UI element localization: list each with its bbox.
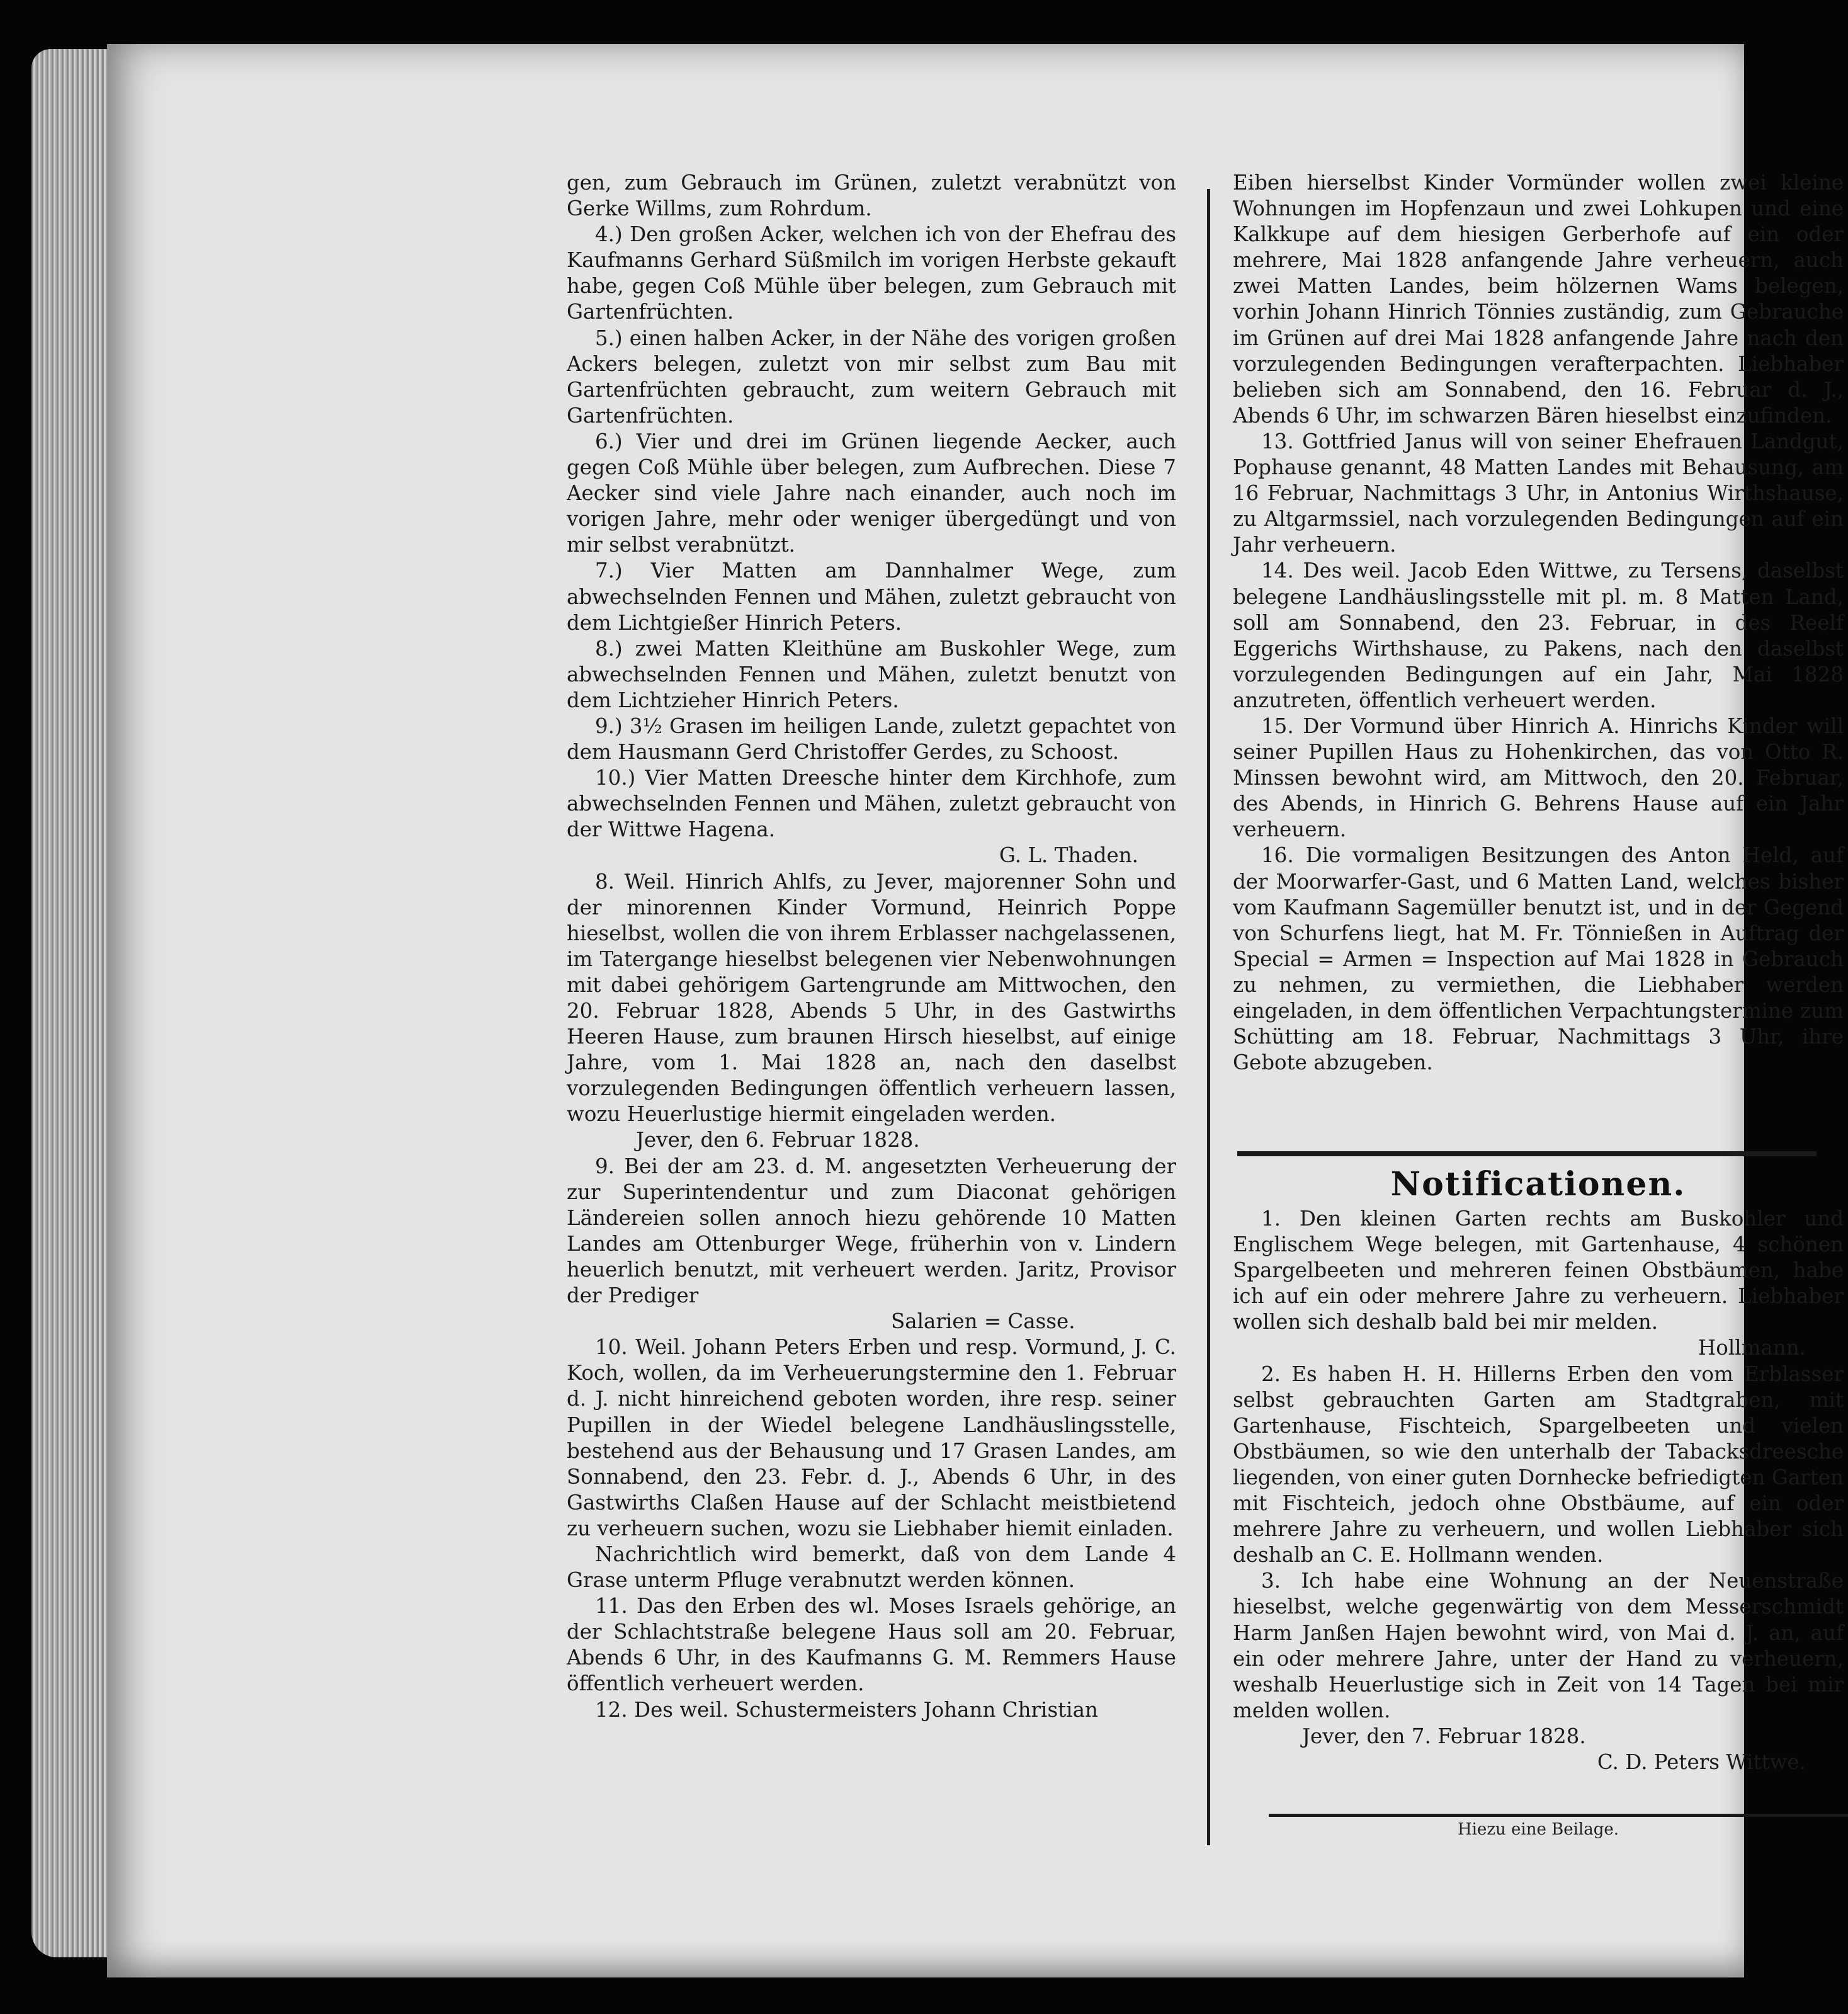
column-divider: [1207, 189, 1210, 1845]
supplement-note: Hiezu eine Beilage.: [1457, 1820, 1619, 1839]
notice-paragraph: Nachrichtlich wird bemerkt, daß von dem Lande 4 Grase unterm Pfluge verabnutzt werden können.: [567, 1542, 1176, 1593]
notice-paragraph: 9.) 3½ Grasen im heiligen Lande, zuletzt gepachtet von dem Hausmann Gerd Christoffer Gerdes, zu Schoost.: [567, 714, 1176, 765]
notice-paragraph: 6.) Vier und drei im Grünen liegende Aecker, auch gegen Coß Mühle über belegen, zum Aufbrechen. Diese 7 Aecker sind viele Jahre nach einander, auch noch im vorigen Jahre, mehr oder weniger übergedüngt und von mir selbst verabnützt.: [567, 429, 1176, 557]
notice-paragraph: 2. Es haben H. H. Hillerns Erben den vom Erblasser selbst gebrauchten Garten am Stadtgraben, mit Gartenhause, Fischteich, Spargelbeeten und vielen Obstbäumen, so wie den unterhalb der Tabacksdreesche liegenden, von einer guten Dornhecke befriedigten Garten mit Fischteich, jedoch ohne Obstbäume, auf ein oder mehrere Jahre zu verheuern, und wollen Liebhaber sich deshalb an C. E. Hollmann wenden.: [1233, 1362, 1844, 1567]
notice-paragraph: 10. Weil. Johann Peters Erben und resp. Vormund, J. C. Koch, wollen, da im Verheuerungstermine den 1. Februar d. J. nicht hinreichend geboten worden, ihre resp. seiner Pupillen in der Wiedel belegene Landhäuslingsstelle, bestehend aus der Behausung und 17 Grasen Landes, am Sonnabend, den 23. Febr. d. J., Abends 6 Uhr, in des Gastwirths Claßen Hause auf der Schlacht meistbietend zu verheuern suchen, wozu sie Liebhaber hiemit einladen.: [567, 1335, 1176, 1540]
notice-paragraph: 8. Weil. Hinrich Ahlfs, zu Jever, majorenner Sohn und der minorennen Kinder Vormund, Heinrich Poppe hieselbst, wollen die von ihrem Erblasser nachgelassenen, im Tatergange hieselbst belegenen vier Nebenwohnungen mit dabei gehörigem Gartengrunde am Mittwochen, den 20. Februar 1828, Abends 5 Uhr, in des Gastwirths Heeren Hause, zum braunen Hirsch hieselbst, auf einige Jahre, vom 1. Mai 1828 an, nach den daselbst vorzulegenden Bedingungen öffentlich verheuern lassen, wozu Heuerlustige hiermit eingeladen werden.: [567, 869, 1176, 1127]
book-page-edges: [31, 49, 120, 1957]
notice-signature: G. L. Thaden.: [999, 843, 1138, 868]
notice-paragraph: 12. Des weil. Schustermeisters Johann Christian: [595, 1697, 1098, 1722]
notice-paragraph: 4.) Den großen Acker, welchen ich von der Ehefrau des Kaufmanns Gerhard Süßmilch im vorigen Herbste gekauft habe, gegen Coß Mühle über belegen, zum Gebrauch mit Gartenfrüchten.: [567, 222, 1176, 324]
notice-signature: Salarien = Casse.: [891, 1309, 1075, 1334]
newspaper-page: [107, 44, 1844, 1977]
notice-paragraph: Eiben hierselbst Kinder Vormünder wollen zwei kleine Wohnungen im Hopfenzaun und zwei Lohkupen und eine Kalkkupe auf dem hiesigen Gerberhofe auf ein oder mehrere, Mai 1828 anfangende Jahre verheuern, auch zwei Matten Landes, beim hölzernen Wams belegen, vorhin Johann Hinrich Tönnies zuständig, zum Gebrauche im Grünen auf drei Mai 1828 anfangende Jahre nach den vorzulegenden Bedingungen verafterpachten. Liebhaber belieben sich am Sonnabend, den 16. Februar d. J., Abends 6 Uhr, im schwarzen Bären hieselbst einzufinden.: [1233, 171, 1844, 428]
notice-paragraph: 14. Des weil. Jacob Eden Wittwe, zu Tersens, daselbst belegene Landhäuslingsstelle mit pl. m. 8 Matten Land, soll am Sonnabend, den 23. Februar, in des Reelf Eggerichs Wirthshause, zu Pakens, nach den daselbst vorzulegenden Bedingungen auf ein Jahr, Mai 1828 anzutreten, öffentlich verheuert werden.: [1233, 559, 1844, 712]
right-column-top: [1233, 170, 1844, 1076]
section-rule: [1237, 1151, 1817, 1156]
notice-signature: Hollmann.: [1698, 1336, 1806, 1360]
notice-paragraph: 15. Der Vormund über Hinrich A. Hinrichs Kinder will seiner Pupillen Haus zu Hohenkirchen, das von Otto R. Minssen bewohnt wird, am Mittwoch, den 20. Februar, des Abends, in Hinrich G. Behrens Hause auf ein Jahr verheuern.: [1233, 714, 1844, 842]
notice-paragraph: 1. Den kleinen Garten rechts am Buskohler und Englischem Wege belegen, mit Gartenhause, 4 schönen Spargelbeeten und mehreren feinen Obstbäumen, habe ich auf ein oder mehrere Jahre zu verheuern. Liebhaber wollen sich deshalb bald bei mir melden.: [1233, 1207, 1844, 1334]
notice-signature: C. D. Peters Wittwe.: [1597, 1749, 1806, 1774]
notice-dateline: Jever, den 7. Februar 1828.: [1302, 1724, 1586, 1748]
notice-paragraph: 3. Ich habe eine Wohnung an der Neuenstraße hieselbst, welche gegenwärtig von dem Messerschmidt Harm Janßen Hajen bewohnt wird, von Mai d. J. an, auf ein oder mehrere Jahre, unter der Hand zu verheuern, weshalb Heuerlustige sich in Zeit von 14 Tagen bei mir melden wollen.: [1233, 1569, 1844, 1722]
bottom-rule: [1269, 1814, 1848, 1817]
section-heading: Notificationen.: [1390, 1165, 1686, 1203]
left-column: [567, 170, 1176, 1723]
right-column-bottom: [1233, 1206, 1844, 1775]
notice-paragraph: 11. Das den Erben des wl. Moses Israels gehörige, an der Schlachtstraße belegene Haus soll am 20. Februar, Abends 6 Uhr, in des Kaufmanns G. M. Remmers Hause öffentlich verheuert werden.: [567, 1594, 1176, 1696]
notice-paragraph: 8.) zwei Matten Kleithüne am Buskohler Wege, zum abwechselnden Fennen und Mähen, zuletzt benutzt von dem Lichtzieher Hinrich Peters.: [567, 636, 1176, 712]
notice-paragraph: 9. Bei der am 23. d. M. angesetzten Verheuerung der zur Superintendentur und zum Diaconat gehörigen Ländereien sollen annoch hiezu gehörende 10 Matten Landes am Ottenburger Wege, früherhin von v. Lindern heuerlich benutzt, mit verheuert werden. Jaritz, Provisor der Prediger: [567, 1154, 1176, 1308]
notice-paragraph: 13. Gottfried Janus will von seiner Ehefrauen Landgut, Pophause genannt, 48 Matten Landes mit Behausung, am 16 Februar, Nachmittags 3 Uhr, in Antonius Wirthshause, zu Altgarmssiel, nach vorzulegenden Bedingungen auf ein Jahr verheuern.: [1233, 429, 1844, 557]
notice-paragraph: 10.) Vier Matten Dreesche hinter dem Kirchhofe, zum abwechselnden Fennen und Mähen, zuletzt gebraucht von der Wittwe Hagena.: [567, 766, 1176, 842]
notice-paragraph: 16. Die vormaligen Besitzungen des Anton Held, auf der Moorwarfer-Gast, und 6 Matten Land, welches bisher vom Kaufmann Sagemüller benutzt ist, und in der Gegend von Schurfens liegt, hat M. Fr. Tönnießen in Auftrag der Special = Armen = Inspection auf Mai 1828 in Gebrauch zu nehmen, zu vermiethen, die Liebhaber werden eingeladen, in dem öffentlichen Verpachtungstermine zum Schütting am 18. Februar, Nachmittags 3 Uhr, ihre Gebote abzugeben.: [1233, 843, 1844, 1075]
notice-paragraph: gen, zum Gebrauch im Grünen, zuletzt verabnützt von Gerke Willms, zum Rohrdum.: [567, 171, 1176, 221]
notice-dateline: Jever, den 6. Februar 1828.: [636, 1128, 920, 1152]
notice-paragraph: 7.) Vier Matten am Dannhalmer Wege, zum abwechselnden Fennen und Mähen, zuletzt gebraucht von dem Lichtgießer Hinrich Peters.: [567, 559, 1176, 635]
notice-paragraph: 5.) einen halben Acker, in der Nähe des vorigen großen Ackers belegen, zuletzt von mir selbst zum Bau mit Gartenfrüchten gebraucht, zum weitern Gebrauch mit Gartenfrüchten.: [567, 326, 1176, 428]
